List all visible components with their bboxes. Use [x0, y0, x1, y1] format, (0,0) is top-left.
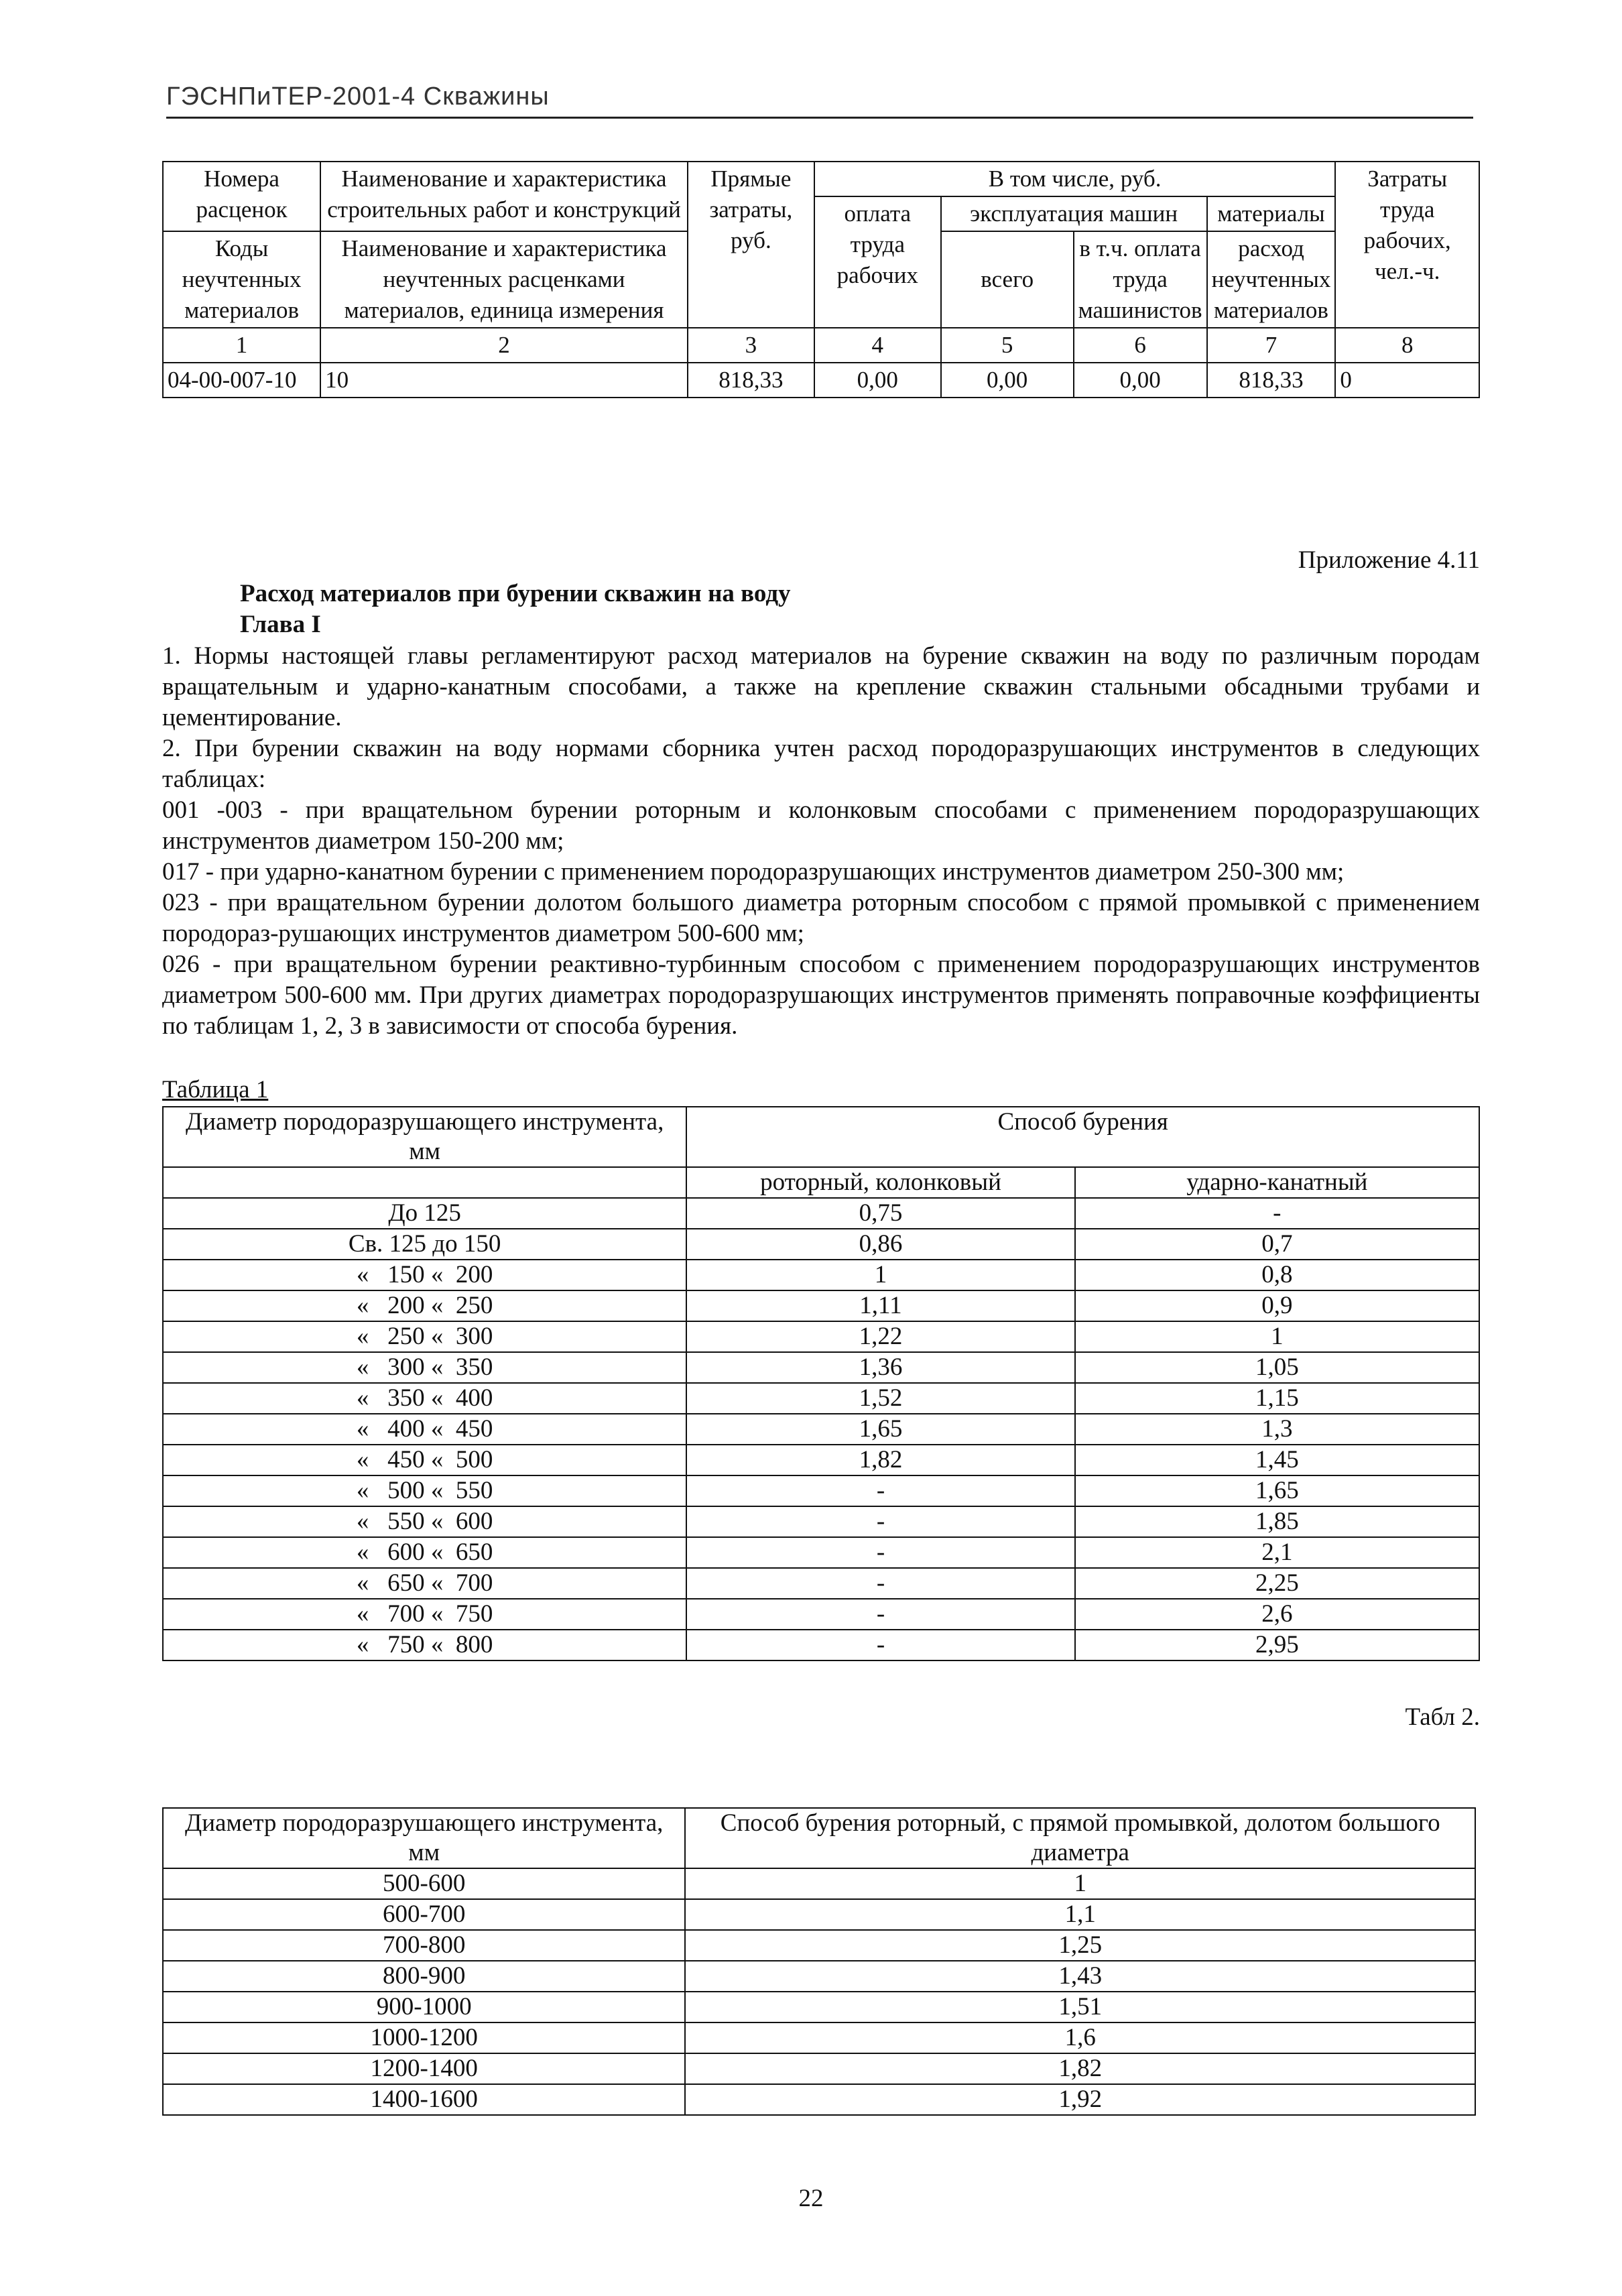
diameter-range: « 150 « 200	[163, 1260, 686, 1290]
rotary-coef: 1,43	[685, 1961, 1475, 1992]
rotary-coef: 1,65	[686, 1414, 1074, 1445]
percussion-coef: 1,85	[1075, 1506, 1479, 1537]
table-row	[163, 1868, 1475, 1899]
rotary-coef: -	[686, 1506, 1074, 1537]
table-row	[163, 1961, 1475, 1992]
header-materials: материалы	[1207, 196, 1336, 231]
wages: 0,00	[814, 363, 941, 398]
table-row	[163, 1537, 1479, 1568]
paragraph: 023 - при вращательном бурении долотом большого диаметра роторным способом с прямой промывкой с применением породораз-рушающих инструментов диаметром 500-600 мм;	[162, 889, 1480, 947]
table1	[162, 1106, 1480, 1661]
rotary-coef: -	[686, 1568, 1074, 1599]
rotary-coef: 1	[686, 1260, 1074, 1290]
header-operator-wages: в т.ч. оплата труда машинистов	[1074, 231, 1207, 328]
rate-code: 04-00-007-10	[163, 363, 320, 398]
table-row	[163, 1321, 1479, 1352]
diameter-range: 800-900	[163, 1961, 685, 1992]
rotary-coef: -	[686, 1475, 1074, 1506]
header-work-name: Наименование и характеристика строительных работ и конструкций	[320, 162, 688, 231]
header-material-names: Наименование и характеристика неучтенных расценками материалов, единица измерения	[320, 231, 688, 328]
diameter-range: « 550 « 600	[163, 1506, 686, 1537]
diameter-range: « 300 « 350	[163, 1352, 686, 1383]
col-number: 1	[163, 328, 320, 363]
materials: 818,33	[1207, 363, 1336, 398]
operator-wages: 0,00	[1074, 363, 1207, 398]
paragraph: 001 -003 - при вращательном бурении роторным и колонковым способами с применением породоразрушающих инструментов диаметром 150-200 мм;	[162, 796, 1480, 855]
table1-empty-cell	[163, 1167, 686, 1198]
rotary-coef: 1,36	[686, 1352, 1074, 1383]
percussion-coef: 2,95	[1075, 1630, 1479, 1660]
table-row	[163, 1229, 1479, 1260]
diameter-range: « 250 « 300	[163, 1321, 686, 1352]
diameter-range: До 125	[163, 1198, 686, 1229]
table2-caption: Табл 2.	[1405, 1703, 1480, 1731]
diameter-range: « 600 « 650	[163, 1537, 686, 1568]
percussion-coef: 1,65	[1075, 1475, 1479, 1506]
diameter-range: « 450 « 500	[163, 1445, 686, 1475]
header-rate-numbers: Номера расценок	[163, 162, 320, 231]
rotary-coef: -	[686, 1599, 1074, 1630]
chapter-title: Глава I	[240, 611, 321, 638]
rotary-coef: 1,25	[685, 1930, 1475, 1961]
table-row	[163, 1352, 1479, 1383]
rotary-coef: 1,6	[685, 2022, 1475, 2053]
document-header: ГЭСНПиТЕР-2001-4 Скважины	[166, 82, 1473, 119]
diameter-range: Св. 125 до 150	[163, 1229, 686, 1260]
header-wages: оплата труда рабочих	[814, 196, 941, 328]
diameter-range: « 700 « 750	[163, 1599, 686, 1630]
table-row	[163, 2022, 1475, 2053]
diameter-range: « 350 « 400	[163, 1383, 686, 1414]
table1-header-diameter: Диаметр породоразрушающего инструмента, мм	[163, 1107, 686, 1167]
rotary-coef: 0,86	[686, 1229, 1074, 1260]
paragraph: 2. При бурении скважин на воду нормами сборника учтен расход породоразрушающих инструментов в следующих таблицах:	[162, 735, 1480, 793]
rotary-coef: 1,52	[686, 1383, 1074, 1414]
table2-header-diameter: Диаметр породоразрушающего инструмента, мм	[163, 1808, 685, 1868]
diameter-range: 1000-1200	[163, 2022, 685, 2053]
table-row	[163, 1568, 1479, 1599]
header-machines: эксплуатация машин	[941, 196, 1207, 231]
table-row	[163, 1630, 1479, 1660]
machines-total: 0,00	[941, 363, 1074, 398]
percussion-coef: -	[1075, 1198, 1479, 1229]
table1-header-rotary: роторный, колонковый	[686, 1167, 1074, 1198]
table-row	[163, 1290, 1479, 1321]
diameter-range: « 200 « 250	[163, 1290, 686, 1321]
rotary-coef: 1	[685, 1868, 1475, 1899]
table-row	[163, 1260, 1479, 1290]
rotary-coef: -	[686, 1537, 1074, 1568]
rotary-coef: 0,75	[686, 1198, 1074, 1229]
rotary-coef: -	[686, 1630, 1074, 1660]
col-number: 8	[1335, 328, 1479, 363]
rotary-coef: 1,82	[685, 2053, 1475, 2084]
table-row	[163, 2084, 1475, 2115]
rate-name: 10	[320, 363, 688, 398]
header-machines-total: всего	[941, 231, 1074, 328]
paragraph: 1. Нормы настоящей главы регламентируют расход материалов на бурение скважин на воду по различным породам вращательным и ударно-канатным способами, а также на крепление скважин стальными обсадными трубами и цементирование.	[162, 642, 1480, 731]
table-row	[163, 363, 1479, 398]
table-row	[163, 2053, 1475, 2084]
table-row	[163, 1475, 1479, 1506]
header-direct-costs: Прямые затраты, руб.	[688, 162, 814, 328]
table-row	[163, 1445, 1479, 1475]
header-material-codes: Коды неучтенных материалов	[163, 231, 320, 328]
col-number: 7	[1207, 328, 1336, 363]
rotary-coef: 1,92	[685, 2084, 1475, 2115]
table2	[162, 1807, 1476, 2116]
diameter-range: 700-800	[163, 1930, 685, 1961]
diameter-range: « 750 « 800	[163, 1630, 686, 1660]
diameter-range: 900-1000	[163, 1992, 685, 2022]
diameter-range: « 400 « 450	[163, 1414, 686, 1445]
paragraph: 026 - при вращательном бурении реактивно-турбинным способом с применением породоразрушающих инструментов диаметром 500-600 мм. При других диаметрах породоразрушающих инструментов применять поправочные коэффициенты по таблицам 1, 2, 3 в зависимости от способа бурения.	[162, 951, 1480, 1040]
col-number: 4	[814, 328, 941, 363]
percussion-coef: 2,1	[1075, 1537, 1479, 1568]
percussion-coef: 0,8	[1075, 1260, 1479, 1290]
table2-header-method: Способ бурения роторный, с прямой промывкой, долотом большого диаметра	[685, 1808, 1475, 1868]
table-row	[163, 1599, 1479, 1630]
rotary-coef: 1,82	[686, 1445, 1074, 1475]
percussion-coef: 1,15	[1075, 1383, 1479, 1414]
table-row	[163, 1992, 1475, 2022]
percussion-coef: 1,3	[1075, 1414, 1479, 1445]
rates-table	[162, 161, 1480, 398]
rotary-coef: 1,51	[685, 1992, 1475, 2022]
table-row	[163, 1383, 1479, 1414]
col-number: 6	[1074, 328, 1207, 363]
percussion-coef: 2,25	[1075, 1568, 1479, 1599]
page-number: 22	[798, 2185, 824, 2212]
col-number: 2	[320, 328, 688, 363]
rotary-coef: 1,11	[686, 1290, 1074, 1321]
body-text	[162, 641, 1480, 1042]
paragraph: 017 - при ударно-канатном бурении с применением породоразрушающих инструментов диаметром 250-300 мм;	[162, 858, 1345, 886]
rotary-coef: 1,22	[686, 1321, 1074, 1352]
percussion-coef: 2,6	[1075, 1599, 1479, 1630]
percussion-coef: 0,9	[1075, 1290, 1479, 1321]
appendix-label: Приложение 4.11	[1298, 546, 1480, 574]
diameter-range: 600-700	[163, 1899, 685, 1930]
percussion-coef: 0,7	[1075, 1229, 1479, 1260]
section-title: Расход материалов при бурении скважин на воду	[240, 580, 791, 607]
table-row	[163, 1930, 1475, 1961]
table-row	[163, 1198, 1479, 1229]
col-number: 3	[688, 328, 814, 363]
percussion-coef: 1,45	[1075, 1445, 1479, 1475]
diameter-range: « 650 « 700	[163, 1568, 686, 1599]
percussion-coef: 1	[1075, 1321, 1479, 1352]
table-row	[163, 1414, 1479, 1445]
diameter-range: 500-600	[163, 1868, 685, 1899]
percussion-coef: 1,05	[1075, 1352, 1479, 1383]
diameter-range: « 500 « 550	[163, 1475, 686, 1506]
diameter-range: 1400-1600	[163, 2084, 685, 2115]
labor-costs: 0	[1335, 363, 1479, 398]
header-including: В том числе, руб.	[814, 162, 1336, 196]
col-number: 5	[941, 328, 1074, 363]
diameter-range: 1200-1400	[163, 2053, 685, 2084]
table1-header-percussion: ударно-канатный	[1075, 1167, 1479, 1198]
table-row	[163, 1899, 1475, 1930]
table1-header-method: Способ бурения	[686, 1107, 1479, 1167]
header-labor-costs: Затраты труда рабочих, чел.-ч.	[1335, 162, 1479, 328]
header-unaccounted-materials: расход неучтенных материалов	[1207, 231, 1336, 328]
rotary-coef: 1,1	[685, 1899, 1475, 1930]
table-row	[163, 1506, 1479, 1537]
direct-costs: 818,33	[688, 363, 814, 398]
table1-caption: Таблица 1	[162, 1076, 269, 1103]
